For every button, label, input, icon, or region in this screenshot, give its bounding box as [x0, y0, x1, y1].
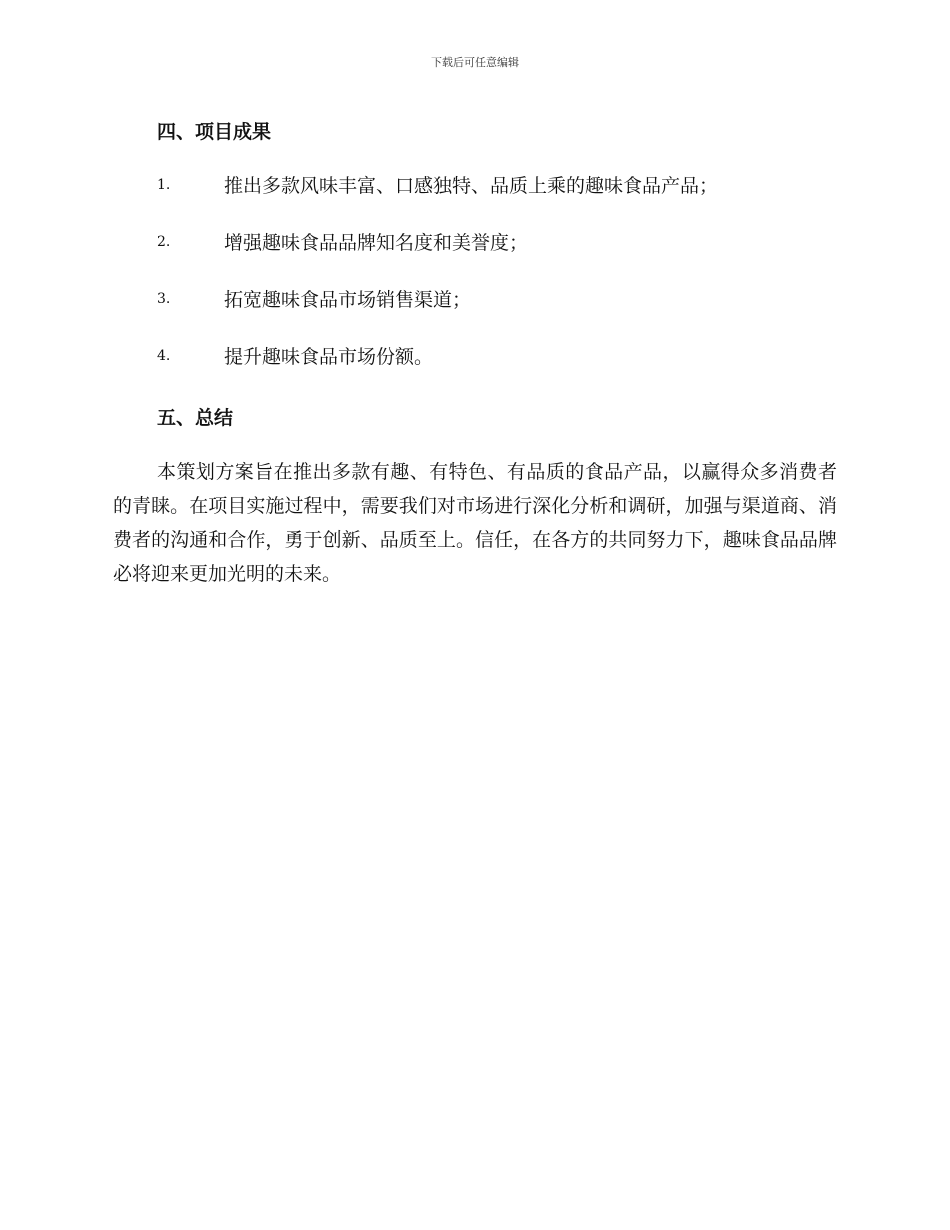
section-heading-summary: 五、总结 [157, 407, 234, 429]
summary-paragraph: 本策划方案旨在推出多款有趣、有特色、有品质的食品产品，以赢得众多消费者的青睐。在项目实施过程中，需要我们对市场进行深化分析和调研，加强与渠道商、消费者的沟通和合作，勇于创新、品质至上。信任，在各方的共同努力下，趣味食品品牌必将迎来更加光明的未来。 [113, 461, 837, 585]
list-number: 1. [157, 177, 171, 193]
list-text: 提升趣味食品市场份额。 [224, 346, 434, 368]
list-text: 增强趣味食品品牌知名度和美誉度； [224, 232, 529, 254]
list-text: 推出多款风味丰富、口感独特、品质上乘的趣味食品产品； [224, 175, 719, 197]
section-heading-results: 四、项目成果 [157, 121, 272, 143]
list-item [157, 285, 837, 342]
list-number: 2. [157, 234, 171, 250]
list-item [157, 171, 837, 228]
list-item [157, 228, 837, 285]
list-item [157, 342, 837, 399]
list-number: 3. [157, 291, 171, 307]
results-list [157, 171, 837, 399]
list-text: 拓宽趣味食品市场销售渠道； [224, 289, 472, 311]
list-number: 4. [157, 348, 171, 364]
page-header: 下载后可任意编辑 [431, 56, 519, 69]
